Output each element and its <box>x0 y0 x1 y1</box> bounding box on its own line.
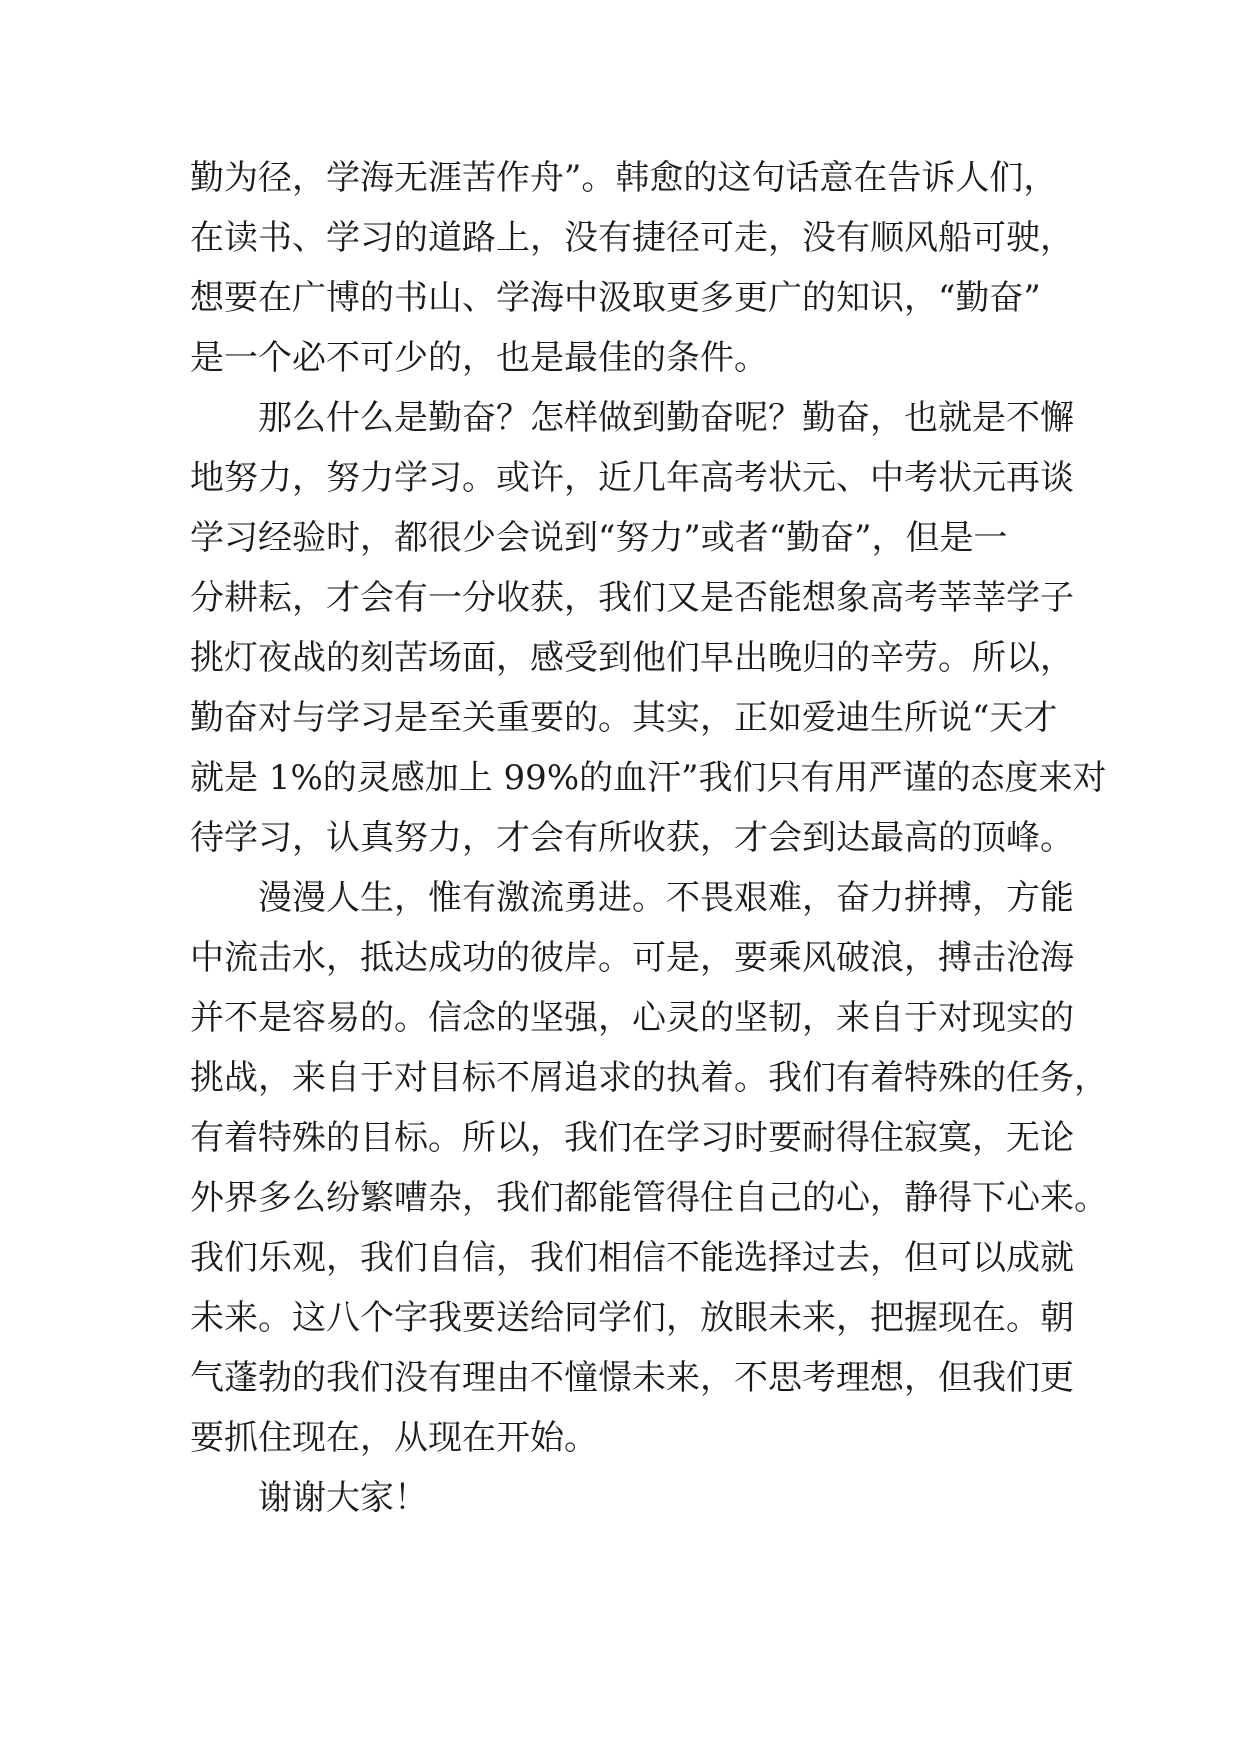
text-line: 未来。这八个字我要送给同学们，放眼未来，把握现在。朝 <box>190 1298 1074 1338</box>
text-line: 挑灯夜战的刻苦场面，感受到他们早出晚归的辛劳。所以， <box>190 638 1074 678</box>
text-line: 挑战，来自于对目标不屑追求的执着。我们有着特殊的任务， <box>190 1058 1108 1098</box>
text-line: 有着特殊的目标。所以，我们在学习时要耐得住寂寞，无论 <box>190 1118 1074 1158</box>
text-line: 中流击水，抵达成功的彼岸。可是，要乘风破浪，搏击沧海 <box>190 938 1074 978</box>
closing-line: 谢谢大家！ <box>258 1478 428 1518</box>
text-line: 要抓住现在，从现在开始。 <box>190 1418 598 1458</box>
text-line: 勤为径，学海无涯苦作舟”。韩愈的这句话意在告诉人们， <box>190 158 1058 198</box>
text-line: 气蓬勃的我们没有理由不憧憬未来，不思考理想，但我们更 <box>190 1358 1074 1398</box>
paragraph-first-line: 漫漫人生，惟有激流勇进。不畏艰难，奋力拼搏，方能 <box>258 878 1074 918</box>
text-line: 并不是容易的。信念的坚强，心灵的坚韧，来自于对现实的 <box>190 998 1074 1038</box>
text-line: 分耕耘，才会有一分收获，我们又是否能想象高考莘莘学子 <box>190 578 1074 618</box>
text-line: 在读书、学习的道路上，没有捷径可走，没有顺风船可驶， <box>190 218 1074 258</box>
text-line: 待学习，认真努力，才会有所收获，才会到达最高的顶峰。 <box>190 818 1074 858</box>
text-line: 是一个必不可少的，也是最佳的条件。 <box>190 338 768 378</box>
text-line: 勤奋对与学习是至关重要的。其实，正如爱迪生所说“天才 <box>190 698 1058 738</box>
text-line: 想要在广博的书山、学海中汲取更多更广的知识，“勤奋” <box>190 278 1041 318</box>
text-line: 学习经验时，都很少会说到“努力”或者“勤奋”，但是一 <box>190 518 1008 558</box>
text-line: 外界多么纷繁嘈杂，我们都能管得住自己的心，静得下心来。 <box>190 1178 1108 1218</box>
speech-body <box>190 148 1108 1528</box>
paragraph-first-line: 那么什么是勤奋？怎样做到勤奋呢？勤奋，也就是不懈 <box>258 398 1074 438</box>
text-line: 地努力，努力学习。或许，近几年高考状元、中考状元再谈 <box>190 458 1074 498</box>
text-line: 就是 1%的灵感加上 99%的血汗”我们只有用严谨的态度来对 <box>190 758 1107 798</box>
text-line: 我们乐观，我们自信，我们相信不能选择过去，但可以成就 <box>190 1238 1074 1278</box>
